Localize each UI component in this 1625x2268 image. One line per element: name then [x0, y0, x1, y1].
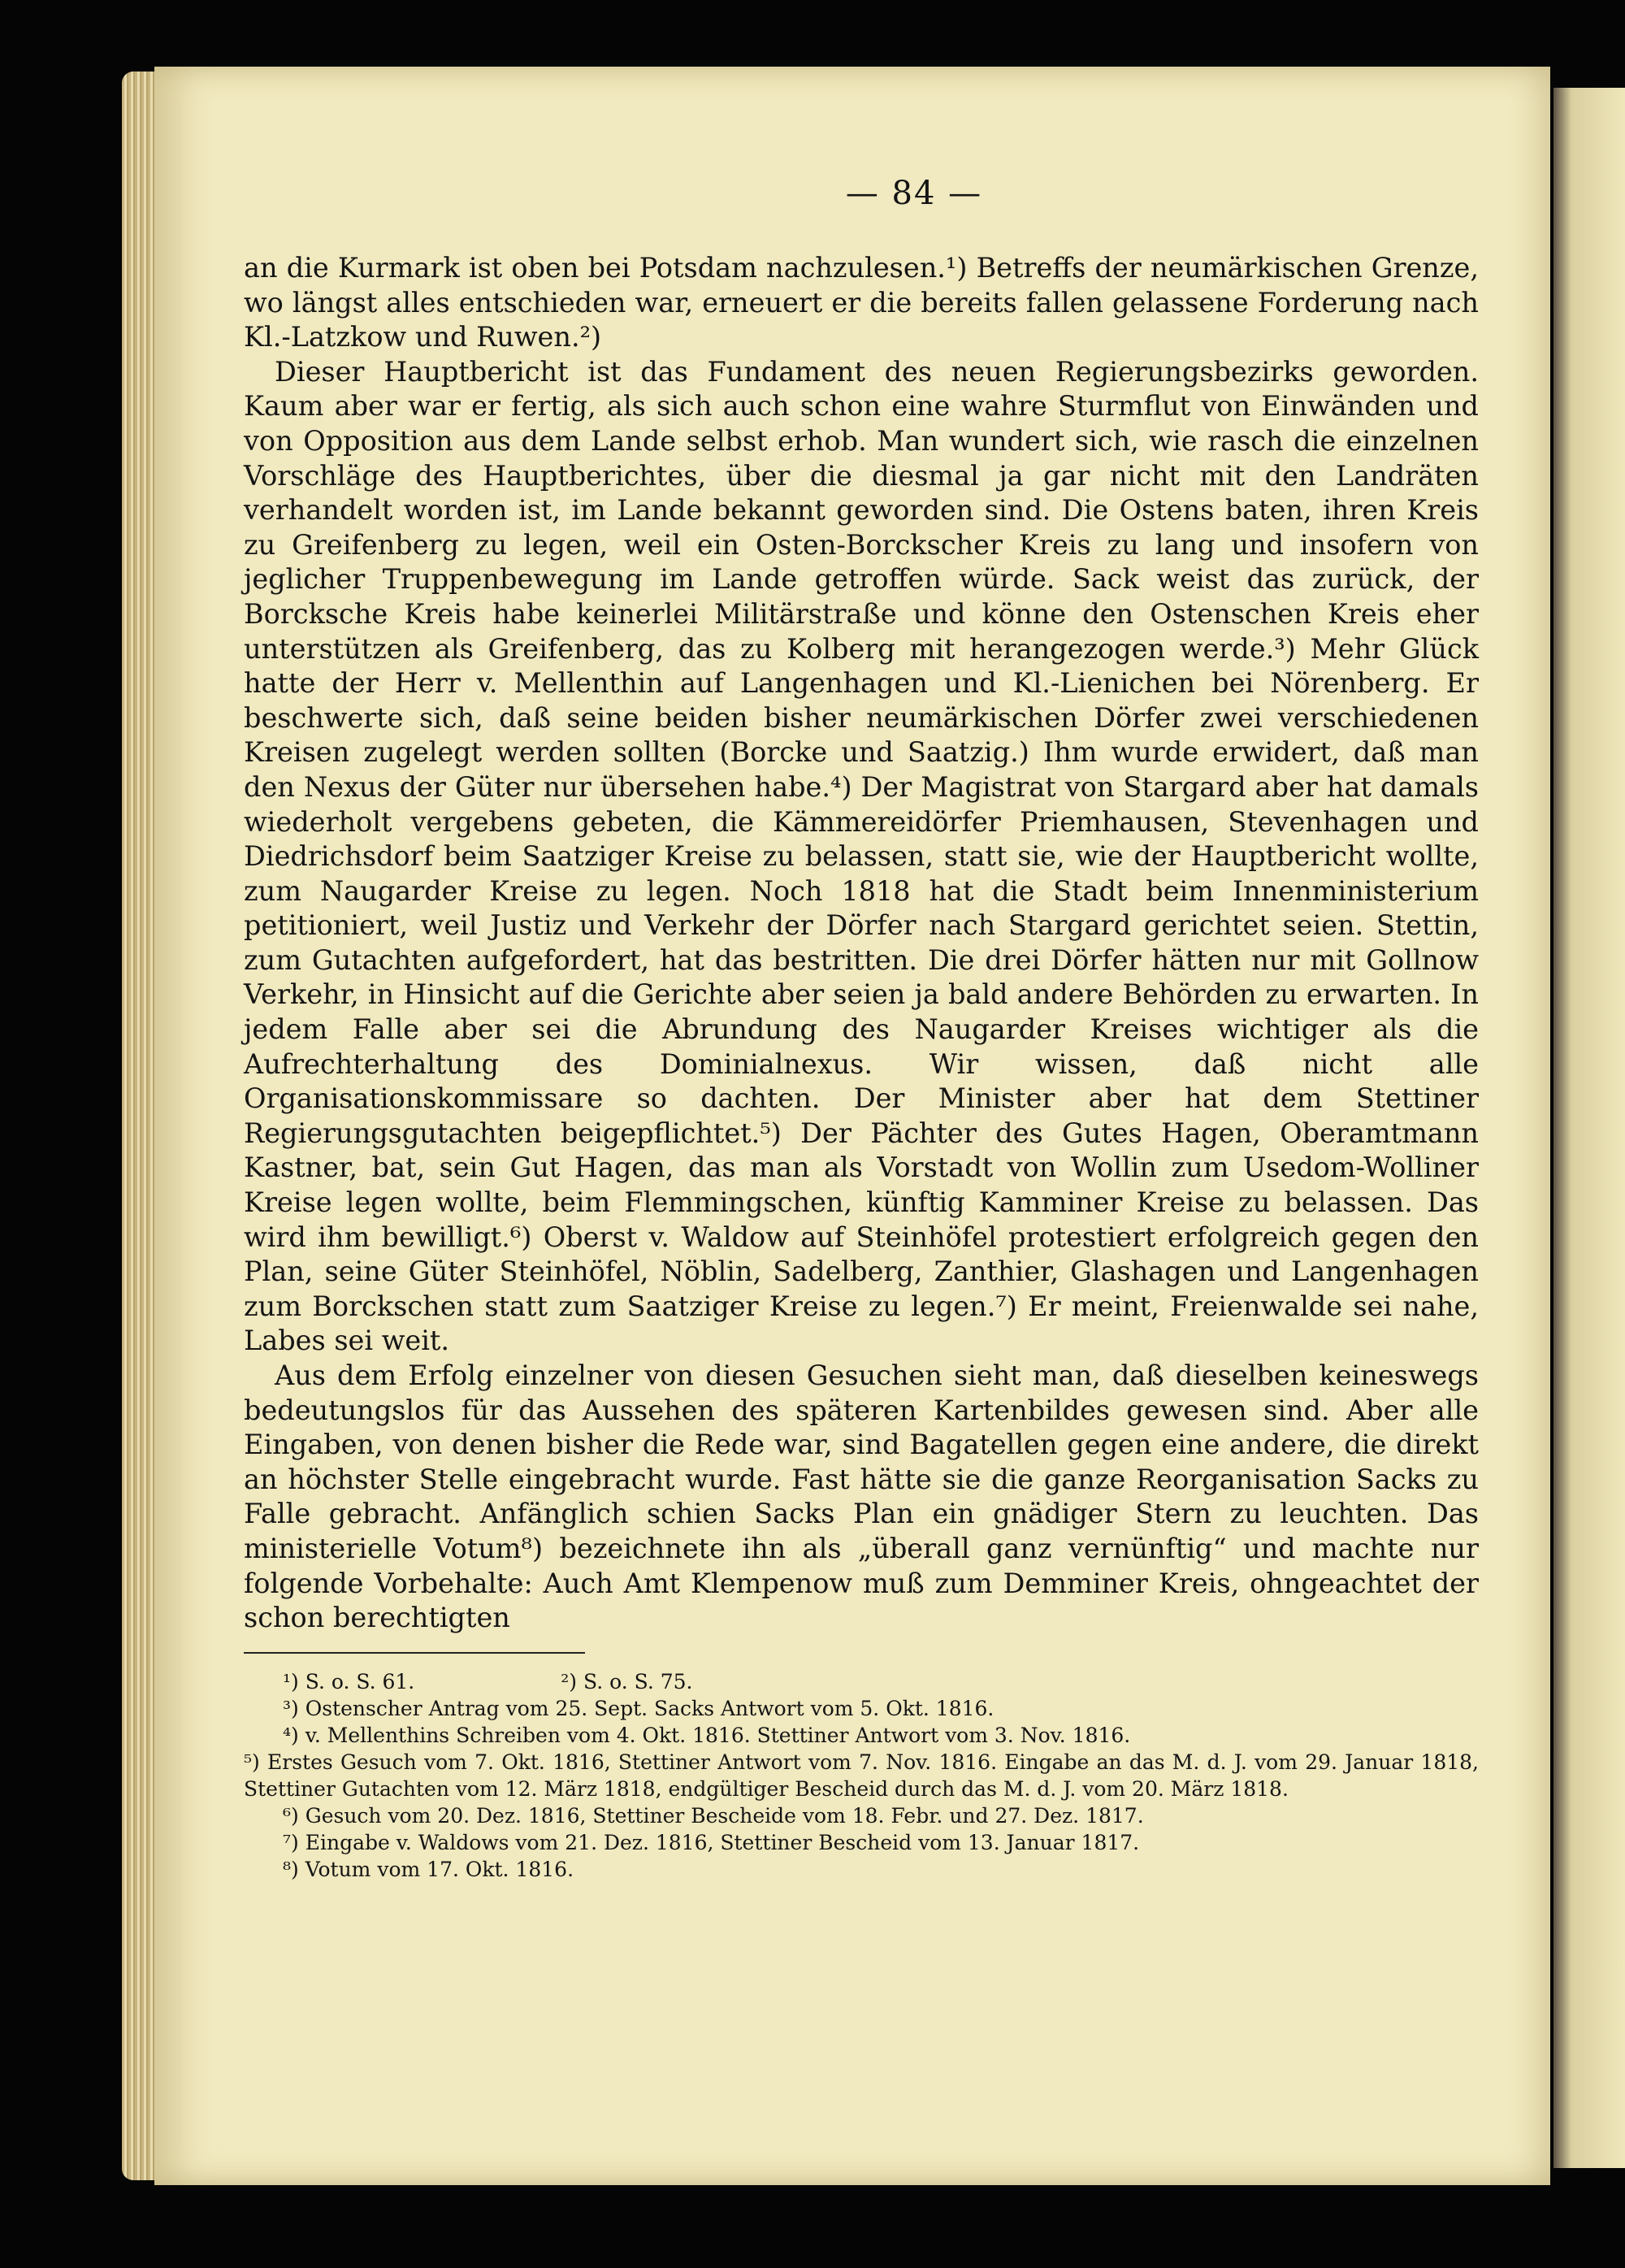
body-text: [244, 251, 1479, 1636]
footnotes: [244, 1668, 1479, 1883]
footnote-6: ⁶) Gesuch vom 20. Dez. 1816, Stettiner Bescheide vom 18. Febr. und 27. Dez. 1817.: [283, 1803, 1144, 1828]
paragraph-3: Aus dem Erfolg einzelner von diesen Gesuchen sieht man, daß dieselben keineswegs bedeutungslos für das Aussehen des späteren Kartenbildes gewesen sind. Aber alle Eingaben, von denen bisher die Rede war, sind Bagatellen gegen eine andere, die direkt an höchster Stelle eingebracht wurde. Fast hätte sie die ganze Reorganisation Sacks zu Falle gebracht. Anfänglich schien Sacks Plan ein gnädiger Stern zu leuchten. Das ministerielle Votum⁸) bezeichnete ihn als „überall ganz vernünftig“ und machte nur folgende Vorbehalte: Auch Amt Klempenow muß zum Demminer Kreis, ohngeachtet der schon berechtigten: [244, 1359, 1479, 1634]
footnote-2: ²) S. o. S. 75.: [561, 1669, 693, 1693]
paragraph-2: Dieser Hauptbericht ist das Fundament des neuen Regierungsbezirks geworden. Kaum aber war er fertig, als sich auch schon eine wahre Sturmflut von Einwänden und von Opposition aus dem Lande selbst erhob. Man wundert sich, wie rasch die einzelnen Vorschläge des Hauptberichtes, über die diesmal ja gar nicht mit den Landräten verhandelt worden ist, im Lande bekannt geworden sind. Die Ostens baten, ihren Kreis zu Greifenberg zu legen, weil ein Osten-Borckscher Kreis zu lang und insofern von jeglicher Truppenbewegung im Lande getroffen würde. Sack weist das zurück, der Borcksche Kreis habe keinerlei Militärstraße und könne den Ostenschen Kreis eher unterstützen als Greifenberg, das zu Kolberg mit herangezogen werde.³) Mehr Glück hatte der Herr v. Mellenthin auf Langenhagen und Kl.-Lienichen bei Nörenberg. Er beschwerte sich, daß seine beiden bisher neumärkischen Dörfer zwei verschiedenen Kreisen zugelegt werden sollten (Borcke und Saatzig.) Ihm wurde erwidert, daß man den Nexus der Güter nur übersehen habe.⁴) Der Magistrat von Stargard aber hat damals wiederholt vergebens gebeten, die Kämmereidörfer Priemhausen, Stevenhagen und Diedrichsdorf beim Saatziger Kreise zu belassen, statt sie, wie der Hauptbericht wollte, zum Naugarder Kreise zu legen. Noch 1818 hat die Stadt beim Innenministerium petitioniert, weil Justiz und Verkehr der Dörfer nach Stargard gerichtet seien. Stettin, zum Gutachten aufgefordert, hat das bestritten. Die drei Dörfer hätten nur mit Gollnow Verkehr, in Hinsicht auf die Gerichte aber seien ja bald andere Behörden zu erwarten. In jedem Falle aber sei die Abrundung des Naugarder Kreises wichtiger als die Aufrechterhaltung des Dominialnexus. Wir wissen, daß nicht alle Organisationskommissare so dachten. Der Minister aber hat dem Stettiner Regierungsgutachten beigepflichtet.⁵) Der Pächter des Gutes Hagen, Oberamtmann Kastner, bat, sein Gut Hagen, das man als Vorstadt von Wollin zum Usedom-Wolliner Kreise legen wollte, beim Flemmingschen, künftig Kamminer Kreise zu belassen. Das wird ihm bewilligt.⁶) Oberst v. Waldow auf Steinhöfel protestiert erfolgreich gegen den Plan, seine Güter Steinhöfel, Nöblin, Sadelberg, Zanthier, Glashagen und Langenhagen zum Borckschen statt zum Saatziger Kreise zu legen.⁷) Er meint, Freienwalde sei nahe, Labes sei weit.: [244, 355, 1479, 1357]
paragraph-1: an die Kurmark ist oben bei Potsdam nachzulesen.¹) Betreffs der neumärkischen Grenze, wo längst alles entschieden war, erneuert er die bereits fallen gelassene Forderung nach Kl.-Latzkow und Ruwen.²): [244, 252, 1479, 353]
facing-page-edge: [1554, 88, 1625, 2168]
footnote-1: ¹) S. o. S. 61.: [283, 1669, 415, 1693]
page-content: [244, 175, 1479, 1883]
footnote-row-1: [244, 1668, 1479, 1695]
footnote-8: ⁸) Votum vom 17. Okt. 1816.: [283, 1857, 574, 1881]
footnote-5: ⁵) Erstes Gesuch vom 7. Okt. 1816, Stettiner Antwort vom 7. Nov. 1816. Eingabe an das M. d. J. vom 29. Januar 1818, Stettiner Gutachten vom 12. März 1818, endgültiger Bescheid durch das M. d. J. vom 20. März 1818.: [244, 1750, 1479, 1801]
footnote-separator: [244, 1652, 585, 1654]
footnote-3: ³) Ostenscher Antrag vom 25. Sept. Sacks Antwort vom 5. Okt. 1816.: [283, 1696, 994, 1720]
footnote-7: ⁷) Eingabe v. Waldows vom 21. Dez. 1816, Stettiner Bescheid vom 13. Januar 1817.: [283, 1830, 1140, 1854]
page-number: — 84 —: [845, 175, 983, 212]
footnote-4: ⁴) v. Mellenthins Schreiben vom 4. Okt. 1816. Stettiner Antwort vom 3. Nov. 1816.: [283, 1723, 1131, 1747]
